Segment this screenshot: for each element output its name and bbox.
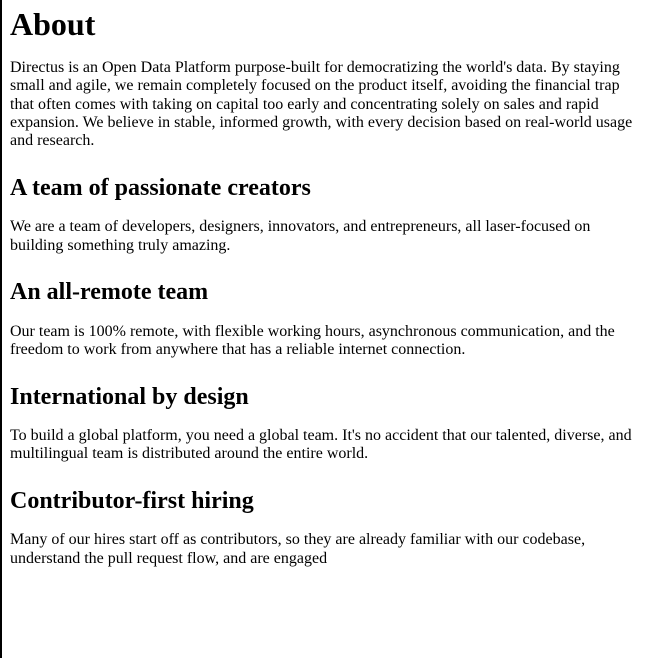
section-paragraph-international-by-design: To build a global platform, you need a global team. It's no accident that our talented, diverse, and multilingual team is distributed around the entire world.	[10, 427, 632, 463]
page-title: About	[10, 6, 96, 42]
section-heading-international-by-design: International by design	[10, 383, 249, 410]
section-paragraph-contributor-first-hiring: Many of our hires start off as contributors, so they are already familiar with our codebase, understand the pull request flow, and are engaged	[10, 531, 586, 567]
section-intro	[10, 59, 642, 151]
section-international-by-design	[10, 384, 642, 464]
section-passionate-creators	[10, 175, 642, 255]
section-paragraph-all-remote-team: Our team is 100% remote, with flexible working hours, asynchronous communication, and the freedom to work from anywhere that has a reliable internet connection.	[10, 322, 615, 359]
page-content	[10, 6, 642, 568]
section-all-remote-team	[10, 279, 642, 359]
section-paragraph-passionate-creators: We are a team of developers, designers, innovators, and entrepreneurs, all laser-focused on building something truly amazing.	[10, 218, 591, 254]
section-heading-all-remote-team: An all-remote team	[10, 279, 209, 306]
section-heading-passionate-creators: A team of passionate creators	[10, 174, 311, 201]
intro-paragraph: Directus is an Open Data Platform purpose-built for democratizing the world's data. By staying small and agile, we remain completely focused on the product itself, avoiding the financial trap that often comes with taking on capital too early and concentrating solely on sales and rapid expansion. We believe in stable, informed growth, with every decision based on real-world usage and research.	[10, 58, 633, 150]
section-contributor-first-hiring	[10, 488, 642, 568]
section-heading-contributor-first-hiring: Contributor-first hiring	[10, 487, 254, 514]
